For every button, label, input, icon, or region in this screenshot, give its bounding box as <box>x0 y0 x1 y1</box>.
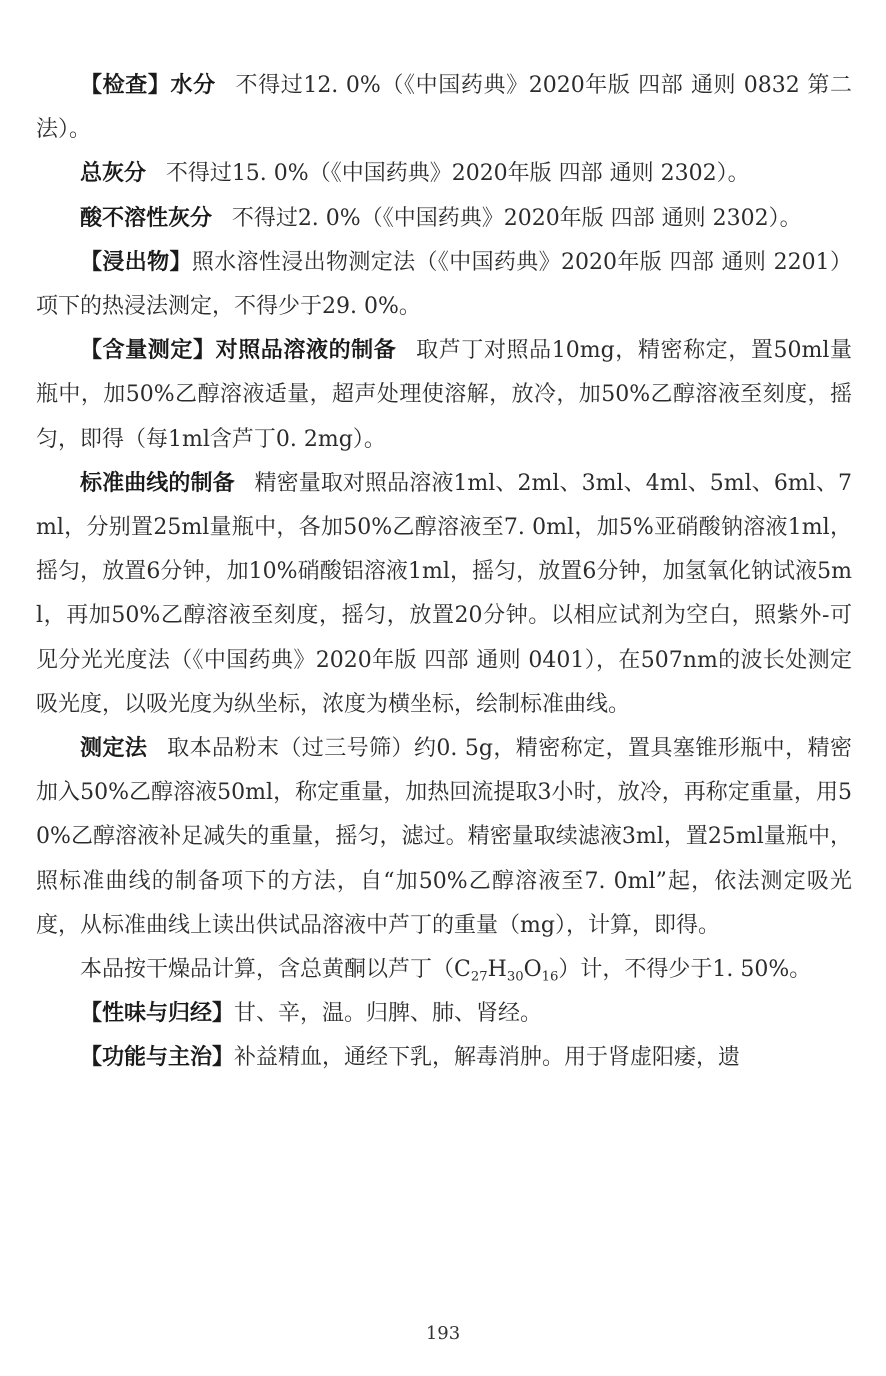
formula-subscript-h: 30 <box>506 969 524 985</box>
extractives-text: 照水溶性浸出物测定法（《中国药典》2020年版 四部 通则 2201）项下的热浸法测定，不得少于29. 0%。 <box>36 249 852 320</box>
subheading-reference-solution: 对照品溶液的制备 <box>215 338 397 364</box>
subheading-moisture: 水分 <box>170 73 216 98</box>
document-body <box>36 64 852 1081</box>
extractives-paragraph <box>36 241 852 329</box>
content-limit-text-a: 本品按干燥品计算，含总黄酮以芦丁（C <box>80 957 471 983</box>
total-ash-paragraph <box>36 152 852 196</box>
formula-subscript-c: 27 <box>470 969 488 985</box>
assay-paragraph <box>36 329 852 462</box>
standard-curve-paragraph <box>36 462 852 727</box>
procedure-text: 取本品粉末（过三号筛）约0. 5g，精密称定，置具塞锥形瓶中，精密加入50%乙醇溶液50ml，称定重量，加热回流提取3小时，放冷，再称定重量，用50%乙醇溶液补足减失的重量，摇匀，滤过。精密量取续滤液3ml，置25ml量瓶中，照标准曲线的制备项下的方法，自“加50%乙醇溶液至7. 0ml”起，依法测定吸光度，从标准曲线上读出供试品溶液中芦丁的重量（mg），计算，即得。 <box>36 736 852 938</box>
functions-indications-paragraph <box>36 1036 852 1080</box>
page-number: 193 <box>425 1323 461 1344</box>
subheading-procedure: 测定法 <box>80 736 148 762</box>
total-ash-text: 不得过15. 0%（《中国药典》2020年版 四部 通则 2302）。 <box>165 161 750 187</box>
subheading-standard-curve: 标准曲线的制备 <box>80 470 235 496</box>
content-limit-paragraph <box>36 948 852 992</box>
section-heading-assay: 【含量测定】 <box>80 338 216 364</box>
section-heading-functions: 【功能与主治】 <box>80 1045 235 1071</box>
formula-h: H <box>487 957 507 983</box>
acid-insoluble-ash-text: 不得过2. 0%（《中国药典》2020年版 四部 通则 2302）。 <box>231 205 802 231</box>
reference-solution-text: 取芦丁对照品10mg，精密称定，置50ml量瓶中，加50%乙醇溶液适量，超声处理使溶解，放冷，加50%乙醇溶液至刻度，摇匀，即得（每1ml含芦丁0. 2mg）。 <box>36 338 852 452</box>
section-heading-nature-meridian: 【性味与归经】 <box>80 1001 235 1027</box>
formula-subscript-o: 16 <box>541 969 559 985</box>
formula-o: O <box>523 957 542 983</box>
section-heading-inspection: 【检查】 <box>80 73 171 98</box>
content-limit-text-b: ）计，不得少于1. 50%。 <box>558 957 812 983</box>
procedure-paragraph <box>36 727 852 948</box>
standard-curve-text: 精密量取对照品溶液1ml、2ml、3ml、4ml、5ml、6ml、7ml，分别置25ml量瓶中，各加50%乙醇溶液至7. 0ml，加5%亚硝酸钠溶液1ml，摇匀，放置6分钟，加10%硝酸铝溶液1ml，摇匀，放置6分钟，加氢氧化钠试液5ml，再加50%乙醇溶液至刻度，摇匀，放置20分钟。以相应试剂为空白，照紫外-可见分光光度法（《中国药典》2020年版 四部 通则 0401），在507nm的波长处测定吸光度，以吸光度为纵坐标，浓度为横坐标，绘制标准曲线。 <box>36 470 852 717</box>
subheading-total-ash: 总灰分 <box>80 161 147 187</box>
functions-text: 补益精血，通经下乳，解毒消肿。用于肾虚阳痿，遗 <box>234 1045 741 1071</box>
inspection-moisture-paragraph <box>36 64 852 152</box>
subheading-acid-insoluble-ash: 酸不溶性灰分 <box>80 205 213 231</box>
acid-insoluble-ash-paragraph <box>36 197 852 241</box>
nature-meridian-text: 甘、辛，温。归脾、肺、肾经。 <box>234 1001 543 1027</box>
moisture-text: 不得过12. 0%（《中国药典》2020年版 四部 通则 0832 第二法）。 <box>36 73 852 143</box>
section-heading-extractives: 【浸出物】 <box>80 249 192 275</box>
nature-meridian-paragraph <box>36 992 852 1036</box>
